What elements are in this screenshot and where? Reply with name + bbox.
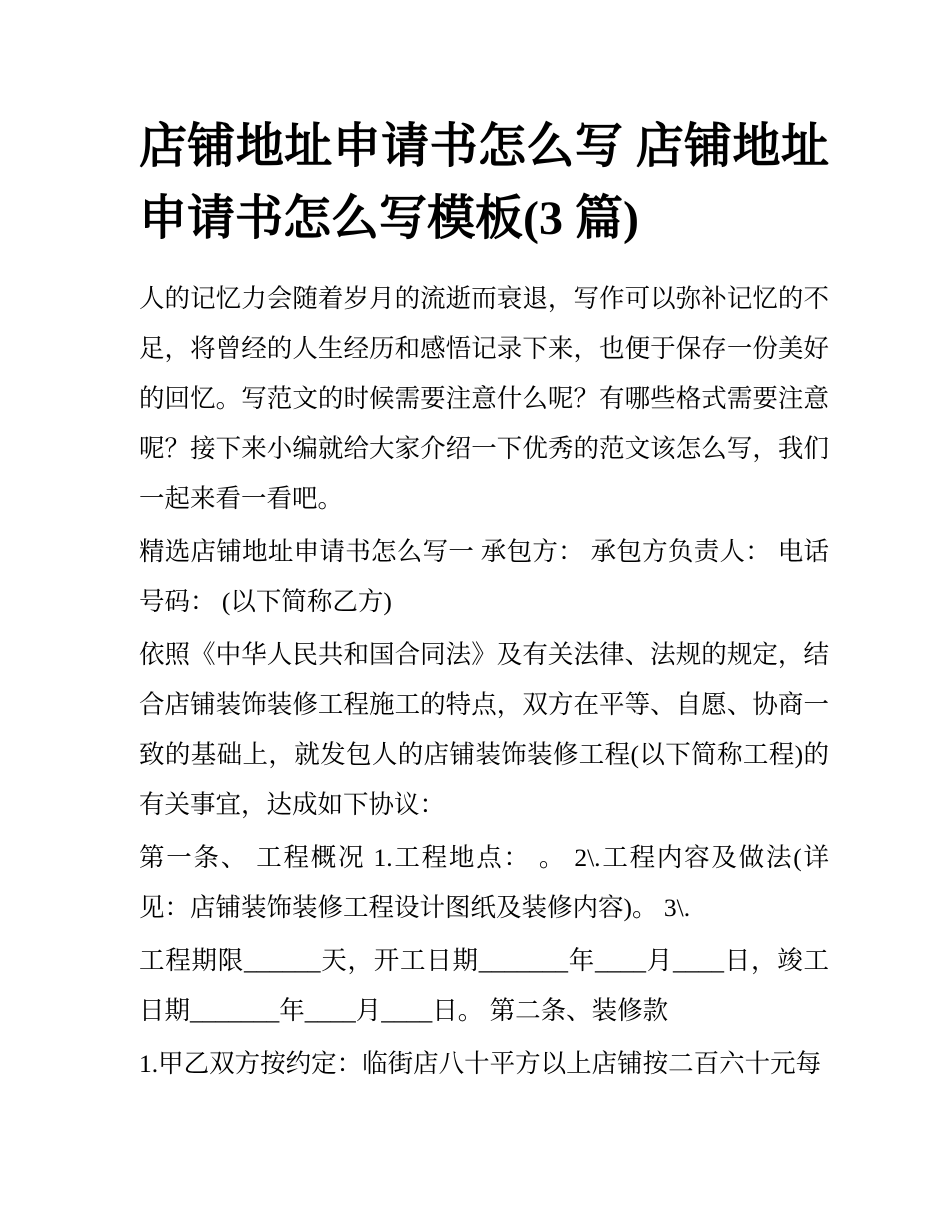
document-content bbox=[139, 111, 829, 1092]
document-title: 店铺地址申请书怎么写 店铺地址申请书怎么写模板(3 篇) bbox=[139, 120, 829, 245]
paragraph-legal-basis: 依照《中华人民共和国合同法》及有关法律、法规的规定，结合店铺装饰装修工程施工的特点，双方在平等、自愿、协商一致的基础上，就发包人的店铺装饰装修工程(以下简称工程)的有关事宜，达成如下协议： bbox=[139, 640, 829, 819]
paragraph-payment-terms: 1.甲乙双方按约定：临街店八十平方以上店铺按二百六十元每 bbox=[139, 1049, 822, 1078]
paragraph-contract-parties: 精选店铺地址申请书怎么写一 承包方： 承包方负责人： 电话号码： (以下简称乙方) bbox=[139, 537, 829, 616]
paragraph-intro: 人的记忆力会随着岁月的流逝而衰退，写作可以弥补记忆的不足，将曾经的人生经历和感悟记录下来，也便于保存一份美好的回忆。写范文的时候需要注意什么呢？有哪些格式需要注意呢？接下来小编就给大家介绍一下优秀的范文该怎么写，我们一起来看一看吧。 bbox=[139, 284, 829, 513]
paragraph-article-one-project-overview: 第一条、 工程概况 1.工程地点： 。 2\.工程内容及做法(详见：店铺装饰装修工程设计图纸及装修内容)。 3\. bbox=[139, 843, 829, 922]
paragraph-project-duration-blanks: 工程期限______天，开工日期_______年____月____日，竣工日期_______年____月____日。 第二条、装修款 bbox=[139, 946, 829, 1025]
